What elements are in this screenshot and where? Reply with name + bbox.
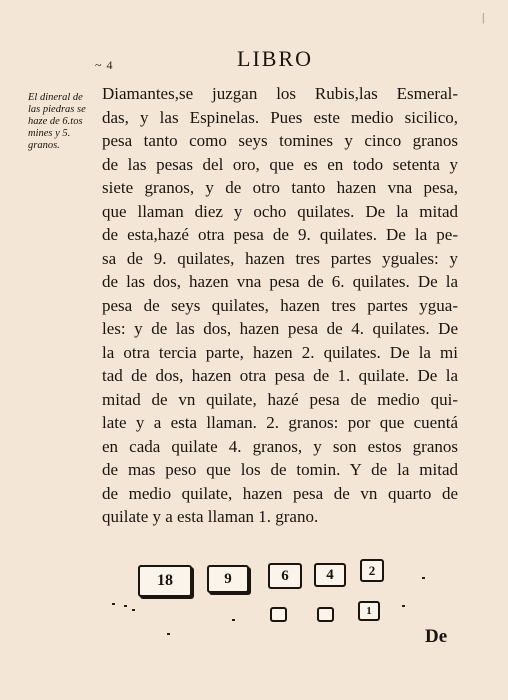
- weight-9: 9: [207, 565, 249, 593]
- weight-1: 1: [358, 601, 380, 621]
- speckle: [422, 577, 425, 579]
- speckle: [232, 619, 235, 621]
- speckle: [112, 603, 115, 605]
- text-line: pesa de seys quilates, hazen tres partes ygua-: [102, 295, 458, 315]
- text-line: tad de dos, hazen otra pesa de 1. quilate. De la: [102, 366, 458, 385]
- speckle: [124, 605, 127, 607]
- folio-number: ~ 4: [95, 58, 114, 72]
- text-line: mitad de vn quilate, hazé pesa de medio qui-: [102, 389, 458, 409]
- weight-4: 4: [314, 563, 346, 587]
- text-line: de las dos, hazen vna pesa de 6. quilates. De la: [102, 272, 458, 291]
- marginal-note-line: haze de 6.tos: [28, 116, 83, 127]
- text-line: pesa tanto como seys tomines y cinco granos: [102, 131, 458, 150]
- weights-illustration: [112, 555, 452, 635]
- text-line: de esta,hazé otra pesa de 9. quilates. De la pe-: [102, 225, 458, 244]
- speckle: [132, 609, 135, 611]
- weight-quarter-quilate: [317, 607, 334, 622]
- weight-6: 6: [268, 563, 302, 589]
- text-line: en cada quilate 4. granos, y son estos granos: [102, 436, 458, 456]
- text-line: de las pesas del oro, que es en todo setenta y: [102, 154, 458, 174]
- text-line: de medio quilate, hazen pesa de vn quarto de: [102, 483, 458, 503]
- weight-2: 2: [360, 559, 384, 582]
- weight-18: 18: [138, 565, 192, 597]
- catchword: De: [425, 626, 448, 647]
- marginal-note-line: mines y 5.: [28, 128, 71, 139]
- text-line: sa de 9. quilates, hazen tres partes yguales: y: [102, 248, 458, 268]
- text-line: quilate y a esta llaman 1. grano.: [102, 507, 319, 526]
- text-line: das, y las Espinelas. Pues este medio sicilico,: [102, 107, 458, 127]
- marginal-note-line: las piedras se: [28, 104, 86, 115]
- text-line: que llaman diez y ocho quilates. De la mitad: [102, 201, 458, 221]
- speckle: [402, 605, 405, 607]
- speckle: [167, 633, 170, 635]
- text-line: la otra tercia parte, hazen 2. quilates. De la mi: [102, 342, 458, 362]
- running-head: LIBRO: [237, 46, 313, 71]
- text-line: siete granos, y de otro tanto hazen vna pesa,: [102, 178, 458, 197]
- marginal-note-line: El dineral de: [28, 92, 83, 103]
- edge-mark: |: [482, 10, 485, 24]
- text-line: les: y de las dos, hazen pesa de 4. quilates. De: [102, 319, 458, 338]
- marginal-note-line: granos.: [28, 140, 60, 151]
- text-line: Diamantes,se juzgan los Rubis,las Esmeral-: [102, 84, 458, 103]
- text-line: late y a esta llaman. 2. granos: por que cuentá: [102, 413, 458, 432]
- marginal-note: [28, 92, 102, 152]
- weight-half-quilate: [270, 607, 287, 622]
- body-text: [102, 82, 458, 529]
- text-line: de mas peso que los de tomin. Y de la mitad: [102, 460, 458, 479]
